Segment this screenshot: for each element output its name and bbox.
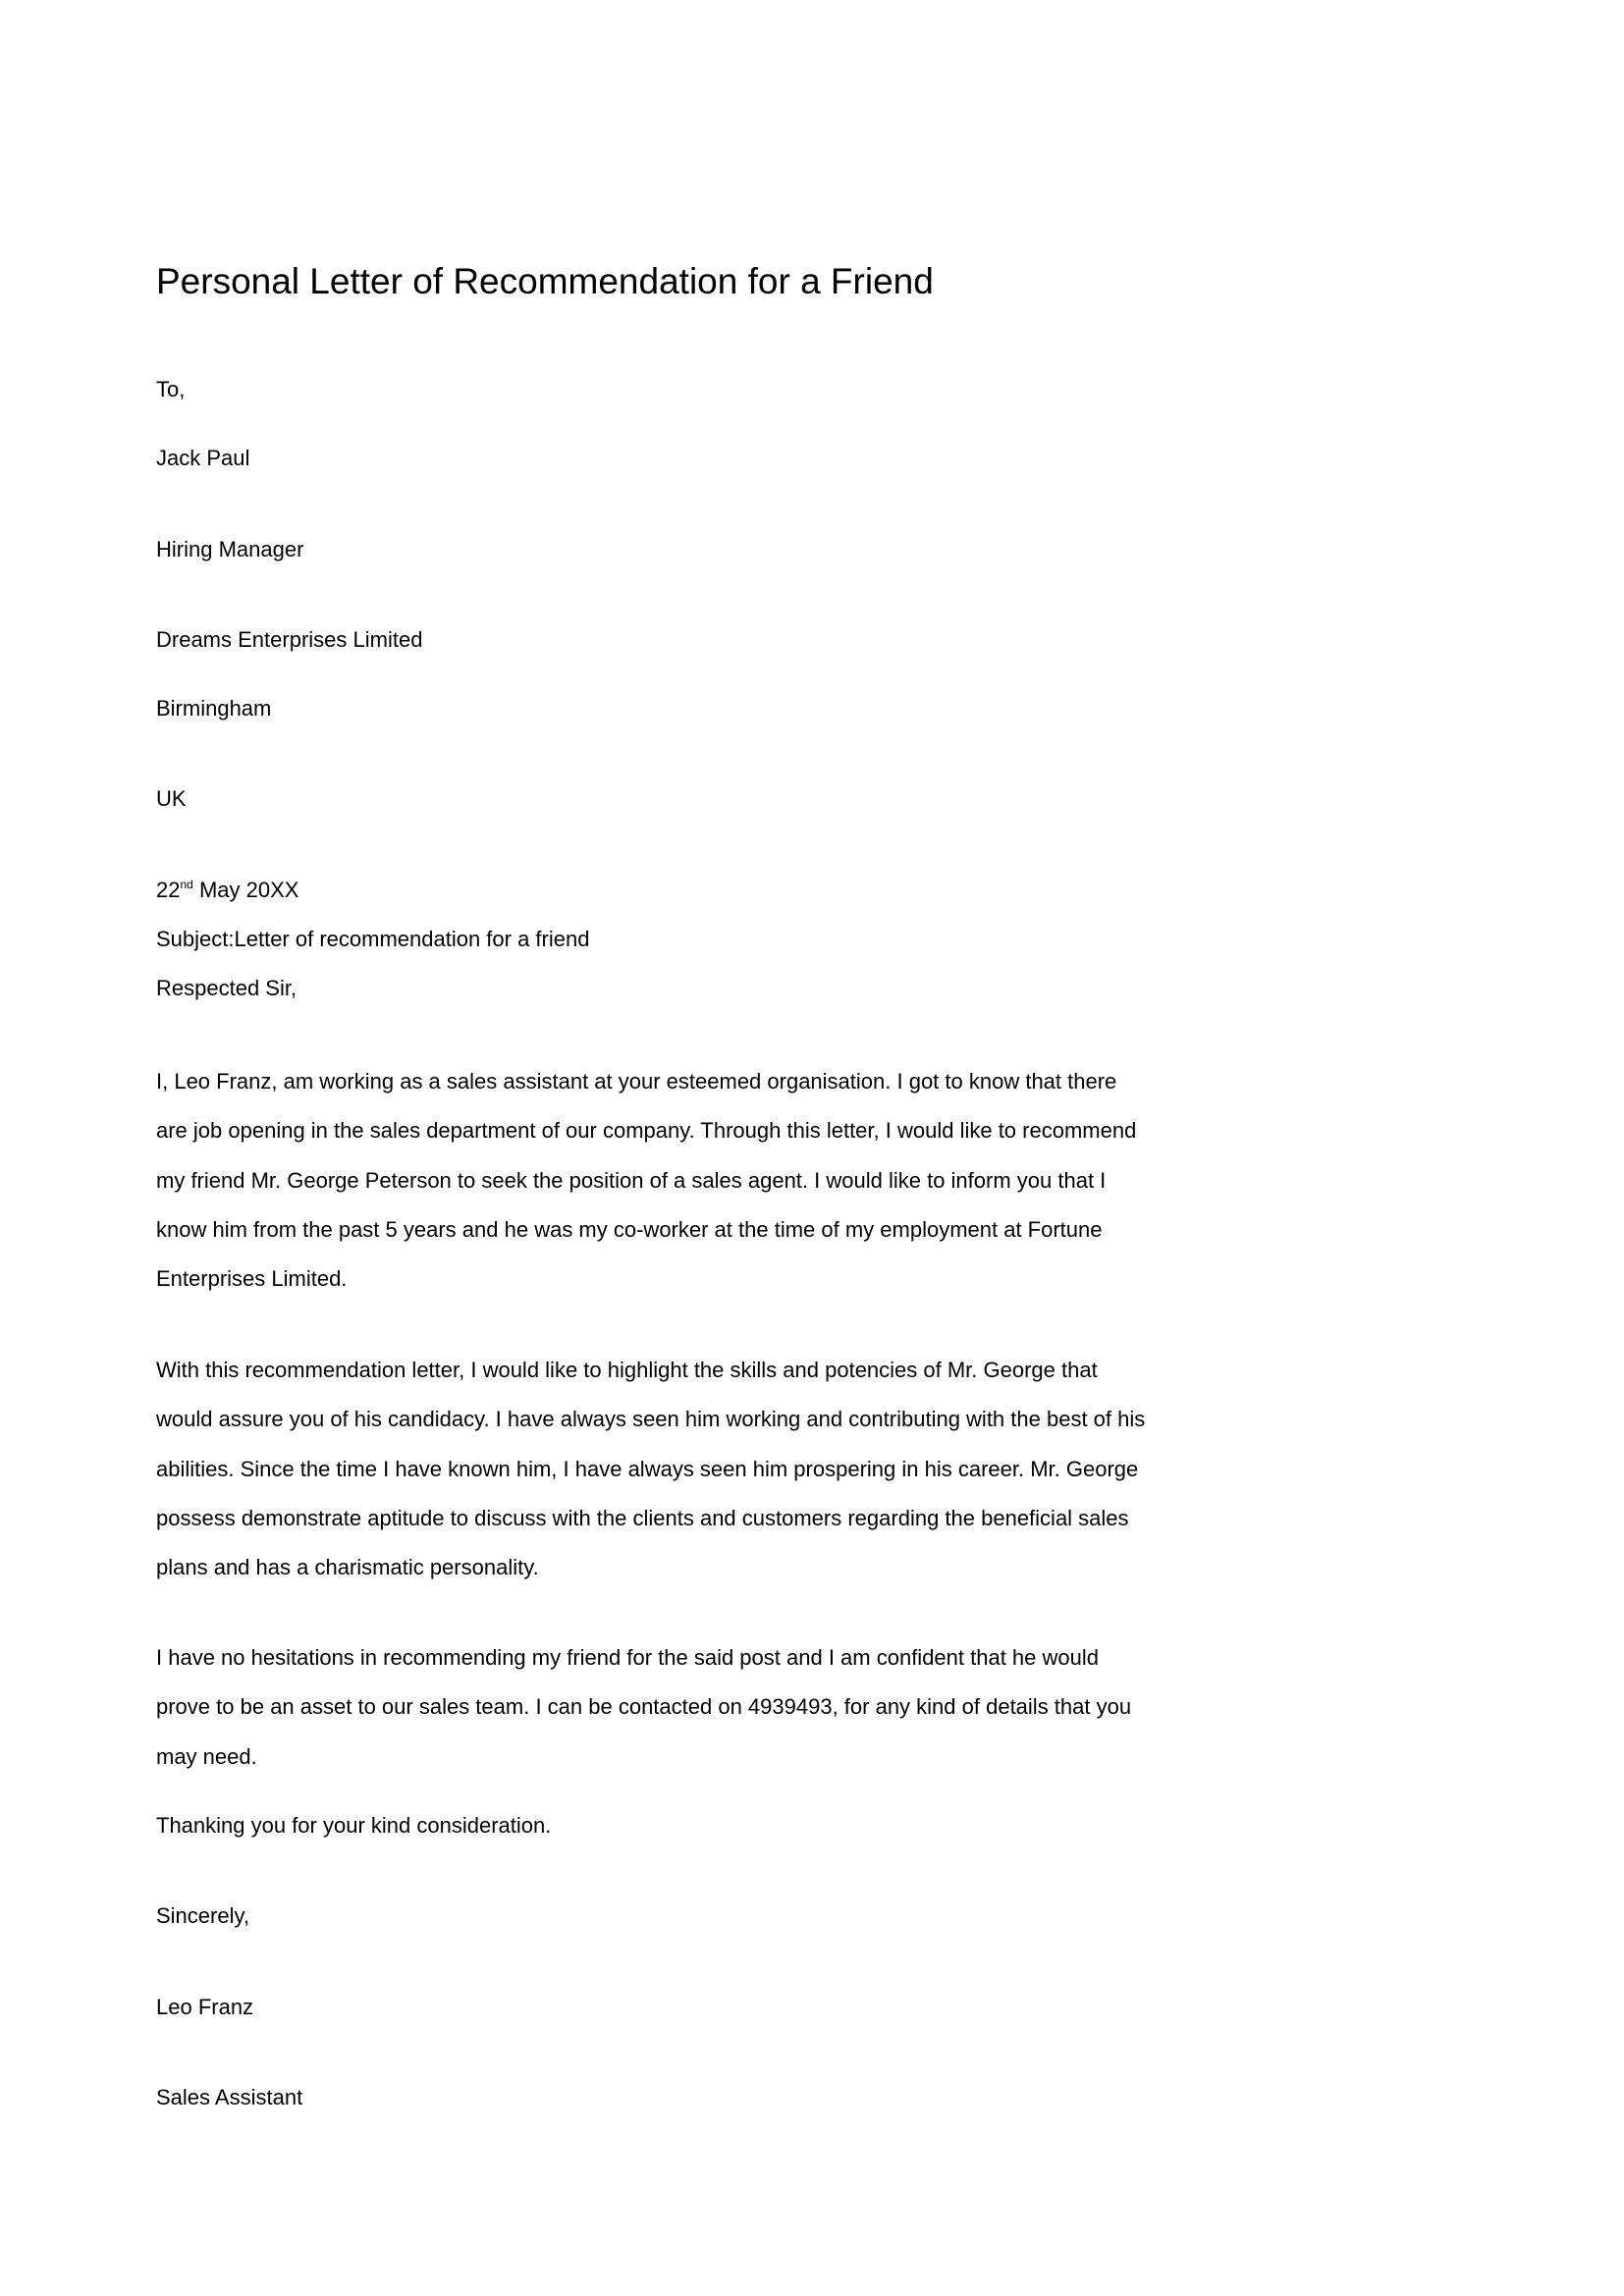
paragraph-line: know him from the past 5 years and he was my co-worker at the time of my employment at Fortune	[156, 1217, 1103, 1242]
paragraph-line: would assure you of his candidacy. I have always seen him working and contributing with the best of his	[156, 1407, 1146, 1431]
letter-greeting: Respected Sir,	[156, 976, 298, 1000]
date-rest: May 20XX	[192, 878, 299, 902]
paragraph-line: prove to be an asset to our sales team. I can be contacted on 4939493, for any kind of details that you	[156, 1694, 1132, 1719]
recipient-name: Jack Paul	[156, 446, 250, 470]
paragraph-line: I, Leo Franz, am working as a sales assistant at your esteemed organisation. I got to know that there	[156, 1069, 1117, 1094]
date-suffix: nd	[180, 878, 193, 891]
letter-thanks: Thanking you for your kind consideration.	[156, 1813, 552, 1838]
letter-title: Personal Letter of Recommendation for a Friend	[156, 261, 934, 301]
paragraph-line: may need.	[156, 1744, 257, 1769]
recipient-position: Hiring Manager	[156, 537, 304, 561]
signature-name: Leo Franz	[156, 1995, 254, 2019]
paragraph-line: I have no hesitations in recommending my friend for the said post and I am confident that he would	[156, 1645, 1099, 1670]
paragraph-line: With this recommendation letter, I would like to highlight the skills and potencies of Mr. George that	[156, 1358, 1098, 1382]
signature-position: Sales Assistant	[156, 2085, 303, 2109]
letter-date	[156, 876, 298, 905]
paragraph-line: my friend Mr. George Peterson to seek the position of a sales agent. I would like to inform you that I	[156, 1168, 1107, 1193]
date-day: 22	[156, 878, 181, 902]
recipient-country: UK	[156, 786, 187, 811]
paragraph-line: are job opening in the sales department of our company. Through this letter, I would like to recommend	[156, 1118, 1137, 1143]
recipient-company: Dreams Enterprises Limited	[156, 627, 423, 652]
letter-subject: Subject:Letter of recommendation for a friend	[156, 927, 590, 951]
recipient-city: Birmingham	[156, 696, 272, 721]
paragraph-line: plans and has a charismatic personality.	[156, 1555, 539, 1579]
recipient-to: To,	[156, 377, 186, 401]
paragraph-line: Enterprises Limited.	[156, 1266, 348, 1291]
letter-closing: Sincerely,	[156, 1903, 249, 1928]
paragraph-line: abilities. Since the time I have known him, I have always seen him prospering in his career. Mr. George	[156, 1457, 1139, 1481]
paragraph-line: possess demonstrate aptitude to discuss with the clients and customers regarding the beneficial sales	[156, 1506, 1129, 1530]
